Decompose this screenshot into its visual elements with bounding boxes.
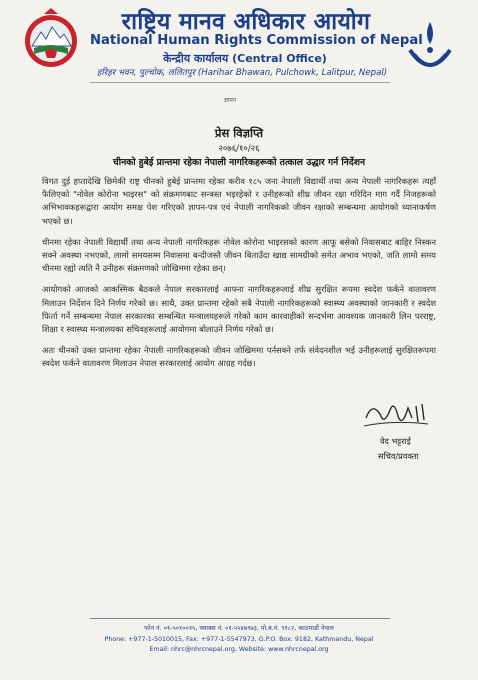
body-paragraph: आयोगको आजको आकस्मिक बैठकले नेपाल सरकारलाई आफ्ना नागरिकहरूलाई शीघ्र सुरक्षित रूपमा स्वदेश फर्कने वातावरण मिलाउन निर्देशन दिने निर्णय गरेको छ। साथै, उक्त प्रान्तमा रहेको सबै नेपाली नागरिकहरूको स्वास्थ्य अवस्थाको जानकारी र स्वदेश फिर्ता गर्ने सम्बन्धमा नेपाल सरकारका सम्बन्धित मन्त्रालयहरूले गरेको काम कारवाहीको सन्दर्भमा आवश्यक जानकारी लिन परराष्ट्र, शिक्षा र स्वास्थ्य मन्त्रालयका सचिवहरूलाई आयोगमा बोलाउने निर्णय गरेको छ।	[42, 284, 436, 335]
footer-contact-nepali: फोन नं. ०१-५०१००१५, फ्याक्स नं. ०१-५५४७९७३, पो.ब.नं. ९१८२, काठमाडौं नेपाल	[144, 625, 334, 632]
body-paragraph: विगत दुई हप्तादेखि छिमेकी राष्ट्र चीनको हुबेई प्रान्तमा रहेका करीव १८५ जना नेपाली विद्यार्थी तथा अन्य नेपाली नागरिकहरू त्यहाँ फैलिएको "नोवेल कोरोना भाइरस" को संक्रमणबाट सन्त्रस्त भइरहेको र उनीहरूको शीघ्र जीवन रक्षा गरिदिन माग गर्दै निजहरूको अभिभावकहरूद्वारा आयोग समक्ष पेश गरिएको ज्ञापन-पत्र एवं नेपाली नागरिकको जीवन रक्षाको सम्बन्धमा आयोगको ध्यानाकर्षण भएको छ।	[42, 176, 436, 226]
office-address: हरिहर भवन, पुल्चोक, ललितपुर (Harihar Bhawan, Pulchowk, Lalitpur, Nepal)	[96, 68, 388, 78]
letterhead-footer	[0, 624, 478, 656]
commission-title-nepali: राष्ट्रिय मानव अधिकार आयोग	[121, 9, 371, 35]
footer-contact-english: Phone: +977-1-5010015, Fax: +977-1-5547973, G.P.O. Box: 9182, Kathmandu, Nepal	[104, 635, 374, 643]
footer-email-website: Email: nhrc@nhrcnepal.org, Website: www.nhrcnepal.org	[149, 646, 329, 653]
letterhead-divider	[90, 82, 390, 83]
press-release-body	[42, 175, 436, 379]
nhrc-logo-icon	[402, 14, 458, 88]
signatory-title: सचिव/प्रवक्ता	[378, 451, 419, 461]
body-paragraph: अतः चीनको उक्त प्रान्तमा रहेका नेपाली नागरिकहरूको जीवन जोखिममा पर्नसक्ने तर्फ संवेदनशील भई उनीहरूलाई सुरक्षितरूपमा स्वदेश फर्कने वातावरण मिलाउन नेपाल सरकारलाई आयोग आग्रह गर्दछ।	[42, 345, 436, 369]
commission-title-english: National Human Rights Commission of Nepal	[90, 33, 423, 48]
office-name: केन्द्रीय कार्यालय (Central Office)	[163, 52, 327, 65]
press-release-subject: चीनको हुबेई प्रान्तमा रहेका नेपाली नागरिकहरूको तत्काल उद्धार गर्न निर्देशन	[112, 157, 366, 168]
letterhead	[0, 0, 478, 110]
footer-divider	[90, 618, 390, 619]
signatory-name: वेद भट्टराई	[380, 436, 411, 446]
nepal-emblem-icon	[22, 8, 80, 74]
body-paragraph: चीनमा रहेका नेपाली विद्यार्थी तथा अन्य नेपाली नागरिकहरू नोवेल कोरोना भाइरसको कारण आफू बसेको निवासबाट बाहिर निस्कन सक्ने अवस्था नभएको, लामो समयसम्म निवासमा बन्दीजस्तै जीवन बिताउँदा खाद्य सामग्रीको समेत अभाव भएको, जति लामो समय चीनमा रह्यो त्यति नै उनीहरू संक्रमणको जोखिममा रहेका छन्।	[42, 236, 436, 274]
handwritten-signature	[362, 396, 442, 438]
press-release-date: २०७६/१०/२६	[218, 144, 260, 154]
reference-mark: ज्ञापन	[224, 97, 237, 104]
press-release-title: प्रेस विज्ञप्ति	[214, 126, 264, 140]
